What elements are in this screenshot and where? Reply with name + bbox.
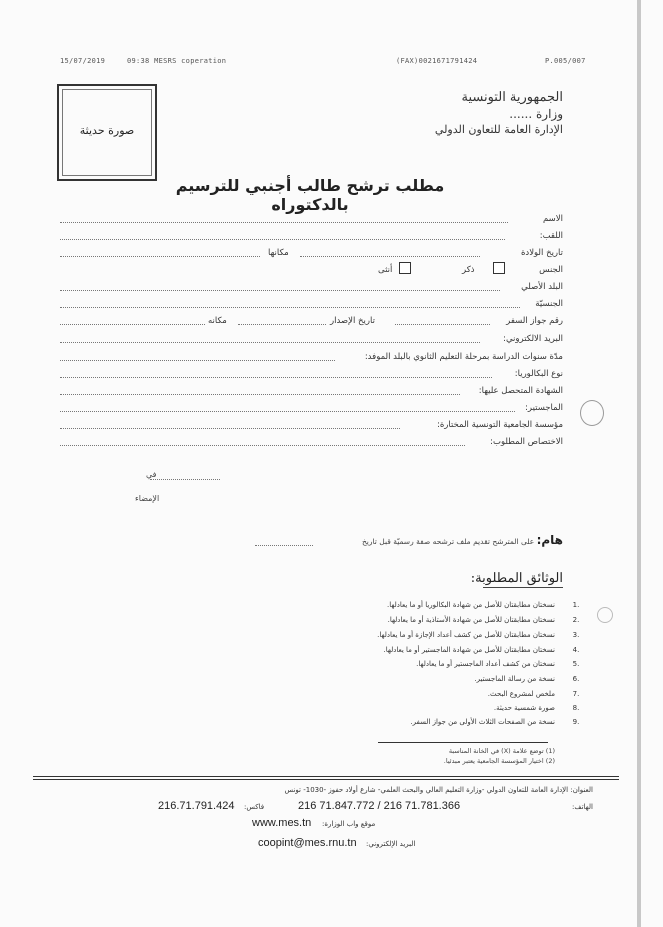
doc-number: 2. <box>572 616 580 624</box>
doc-number: 5. <box>572 660 580 668</box>
label-female: أنثى <box>378 265 393 275</box>
doc-item: نسختان مطابقتان للأصل من شهادة الأستاذية أو ما يعادلها. <box>387 616 555 624</box>
field-issue-date-line[interactable] <box>238 324 326 325</box>
footer-phone-label: الهاتف: <box>572 803 593 811</box>
doc-number: 9. <box>572 718 580 726</box>
footer-fax: 216.71.791.424 <box>158 800 235 812</box>
required-docs-underline <box>483 587 563 588</box>
doc-number: 8. <box>572 704 580 712</box>
footnote-2: (2) اختيار المؤسسة الجامعية يعتبر مبدئيا. <box>443 757 555 765</box>
field-masters-line[interactable] <box>60 411 515 412</box>
doc-number: 6. <box>572 675 580 683</box>
field-institution-line[interactable] <box>60 428 400 429</box>
label-origin-country: البلد الأصلي <box>521 282 563 292</box>
label-issue-date: تاريخ الإصدار <box>330 316 375 326</box>
label-gender: الجنس <box>539 265 563 275</box>
checkbox-female[interactable] <box>399 262 411 274</box>
field-birth-place-line[interactable] <box>60 256 260 257</box>
doc-item: نسختان مطابقتان للأصل من شهادة البكالوريا أو ما يعادلها. <box>387 601 555 609</box>
footer-email-label: البريد الإلكتروني: <box>366 840 416 848</box>
label-specialty: الاختصاص المطلوب: <box>490 437 563 447</box>
footer-phone: 216 71.847.772 / 216 71.781.366 <box>298 800 461 812</box>
required-docs-title: الوثائق المطلوبة: <box>470 571 563 586</box>
field-origin-country-line[interactable] <box>60 290 500 291</box>
doc-number: 7. <box>572 690 580 698</box>
photo-box-label: صورة حديثة <box>79 124 135 137</box>
footer-rule-top <box>33 776 619 777</box>
footer-email-link[interactable]: coopint@mes.rnu.tn <box>258 837 357 849</box>
label-passport-no: رقم جواز السفر <box>506 316 563 326</box>
footer-fax-label: فاكس: <box>244 803 265 811</box>
doc-number: 3. <box>572 631 580 639</box>
label-degree-obtained: الشهادة المتحصل عليها: <box>478 386 563 396</box>
footnote-1: (1) توضع علامة (X) في الخانة المناسبة <box>448 747 555 755</box>
doc-item: ملخص لمشروع البحث. <box>487 690 555 698</box>
doc-item: نسختان مطابقتان للأصل من شهادة الماجستير أو ما يعادلها. <box>383 646 555 654</box>
doc-item: نسختان من كشف أعداد الماجستير أو ما يعادلها. <box>416 660 555 668</box>
label-surname: اللقب: <box>539 231 563 241</box>
doc-item: نسخة من رسالة الماجستير. <box>474 675 555 683</box>
doc-item: نسخة من الصفحات الثلاث الأولى من جواز السفر. <box>410 718 555 726</box>
deadline-date-line[interactable] <box>255 545 313 546</box>
field-bac-type-line[interactable] <box>60 377 492 378</box>
field-issue-place-line[interactable] <box>60 324 205 325</box>
footer-address-text: الإدارة العامة للتعاون الدولي -وزارة التعليم العالي والبحث العلمي- شارع أولاد حفوز -1030- تونس <box>284 786 569 794</box>
doc-item: صورة شمسية حديثة. <box>493 704 555 712</box>
field-specialty-line[interactable] <box>60 445 465 446</box>
fax-page: P.005/007 <box>545 57 586 65</box>
doc-number: 4. <box>572 646 580 654</box>
footer-website-label: موقع واب الوزارة: <box>322 820 376 828</box>
label-male: ذكر <box>462 265 475 275</box>
letterhead-directorate: الإدارة العامة للتعاون الدولي <box>434 123 563 136</box>
field-degree-obtained-line[interactable] <box>60 394 460 395</box>
field-secondary-years-line[interactable] <box>60 360 335 361</box>
label-nationality: الجنسيّة <box>535 299 563 309</box>
field-birth-date-line[interactable] <box>300 256 480 257</box>
label-birth-date: تاريخ الولادة <box>520 248 563 258</box>
doc-item: نسختان مطابقتان للأصل من كشف أعداد الإجازة أو ما يعادلها. <box>377 631 555 639</box>
footer-rule-bottom <box>33 779 619 780</box>
fax-time-sender: 09:38 MESRS coperation <box>127 57 227 65</box>
important-text: على المترشح تقديم ملف ترشحه صفة رسميّة قبل تاريخ <box>361 537 535 546</box>
letterhead-ministry: وزارة ...... <box>509 107 563 121</box>
form-title: مطلب ترشح طالب أجنبي للترسيم بالدكتوراه <box>175 176 445 214</box>
checkbox-male[interactable] <box>493 262 505 274</box>
fax-date: 15/07/2019 <box>60 57 106 65</box>
label-secondary-years: مدّة سنوات الدراسة بمرحلة التعليم الثانوي بالبلد الموفد: <box>364 352 563 362</box>
doc-number: 1. <box>572 601 580 609</box>
label-email: البريد الالكتروني: <box>503 334 563 344</box>
field-nationality-line[interactable] <box>60 307 520 308</box>
footer-address <box>285 786 593 794</box>
label-birth-place: مكانها <box>268 248 289 258</box>
signature-date-line[interactable] <box>150 479 220 480</box>
field-name-line[interactable] <box>60 222 508 223</box>
round-stamp-mark <box>580 400 604 426</box>
label-institution: مؤسسة الجامعية التونسية المختارة: <box>436 420 563 430</box>
label-masters: الماجستير: <box>525 403 563 413</box>
page-edge-shadow <box>637 0 641 927</box>
letterhead-republic: الجمهورية التونسية <box>461 90 563 105</box>
footer-address-label: العنوان: <box>570 786 593 794</box>
footnote-rule <box>378 742 548 743</box>
punch-hole-mark <box>597 607 613 623</box>
label-name: الاسم <box>543 214 563 224</box>
signature-in-label: في <box>146 470 157 479</box>
important-label: هام: <box>536 533 563 547</box>
fax-number: (FAX)0021671791424 <box>396 57 478 65</box>
important-note <box>362 533 563 547</box>
field-passport-no-line[interactable] <box>395 324 490 325</box>
field-email-line[interactable] <box>60 342 480 343</box>
signature-label: الإمضاء <box>135 494 160 503</box>
field-surname-line[interactable] <box>60 239 505 240</box>
label-bac-type: نوع البكالوريا: <box>514 369 563 379</box>
photo-box <box>57 84 157 181</box>
label-issue-place: مكانه <box>208 316 227 326</box>
footer-website-link[interactable]: www.mes.tn <box>252 817 312 829</box>
